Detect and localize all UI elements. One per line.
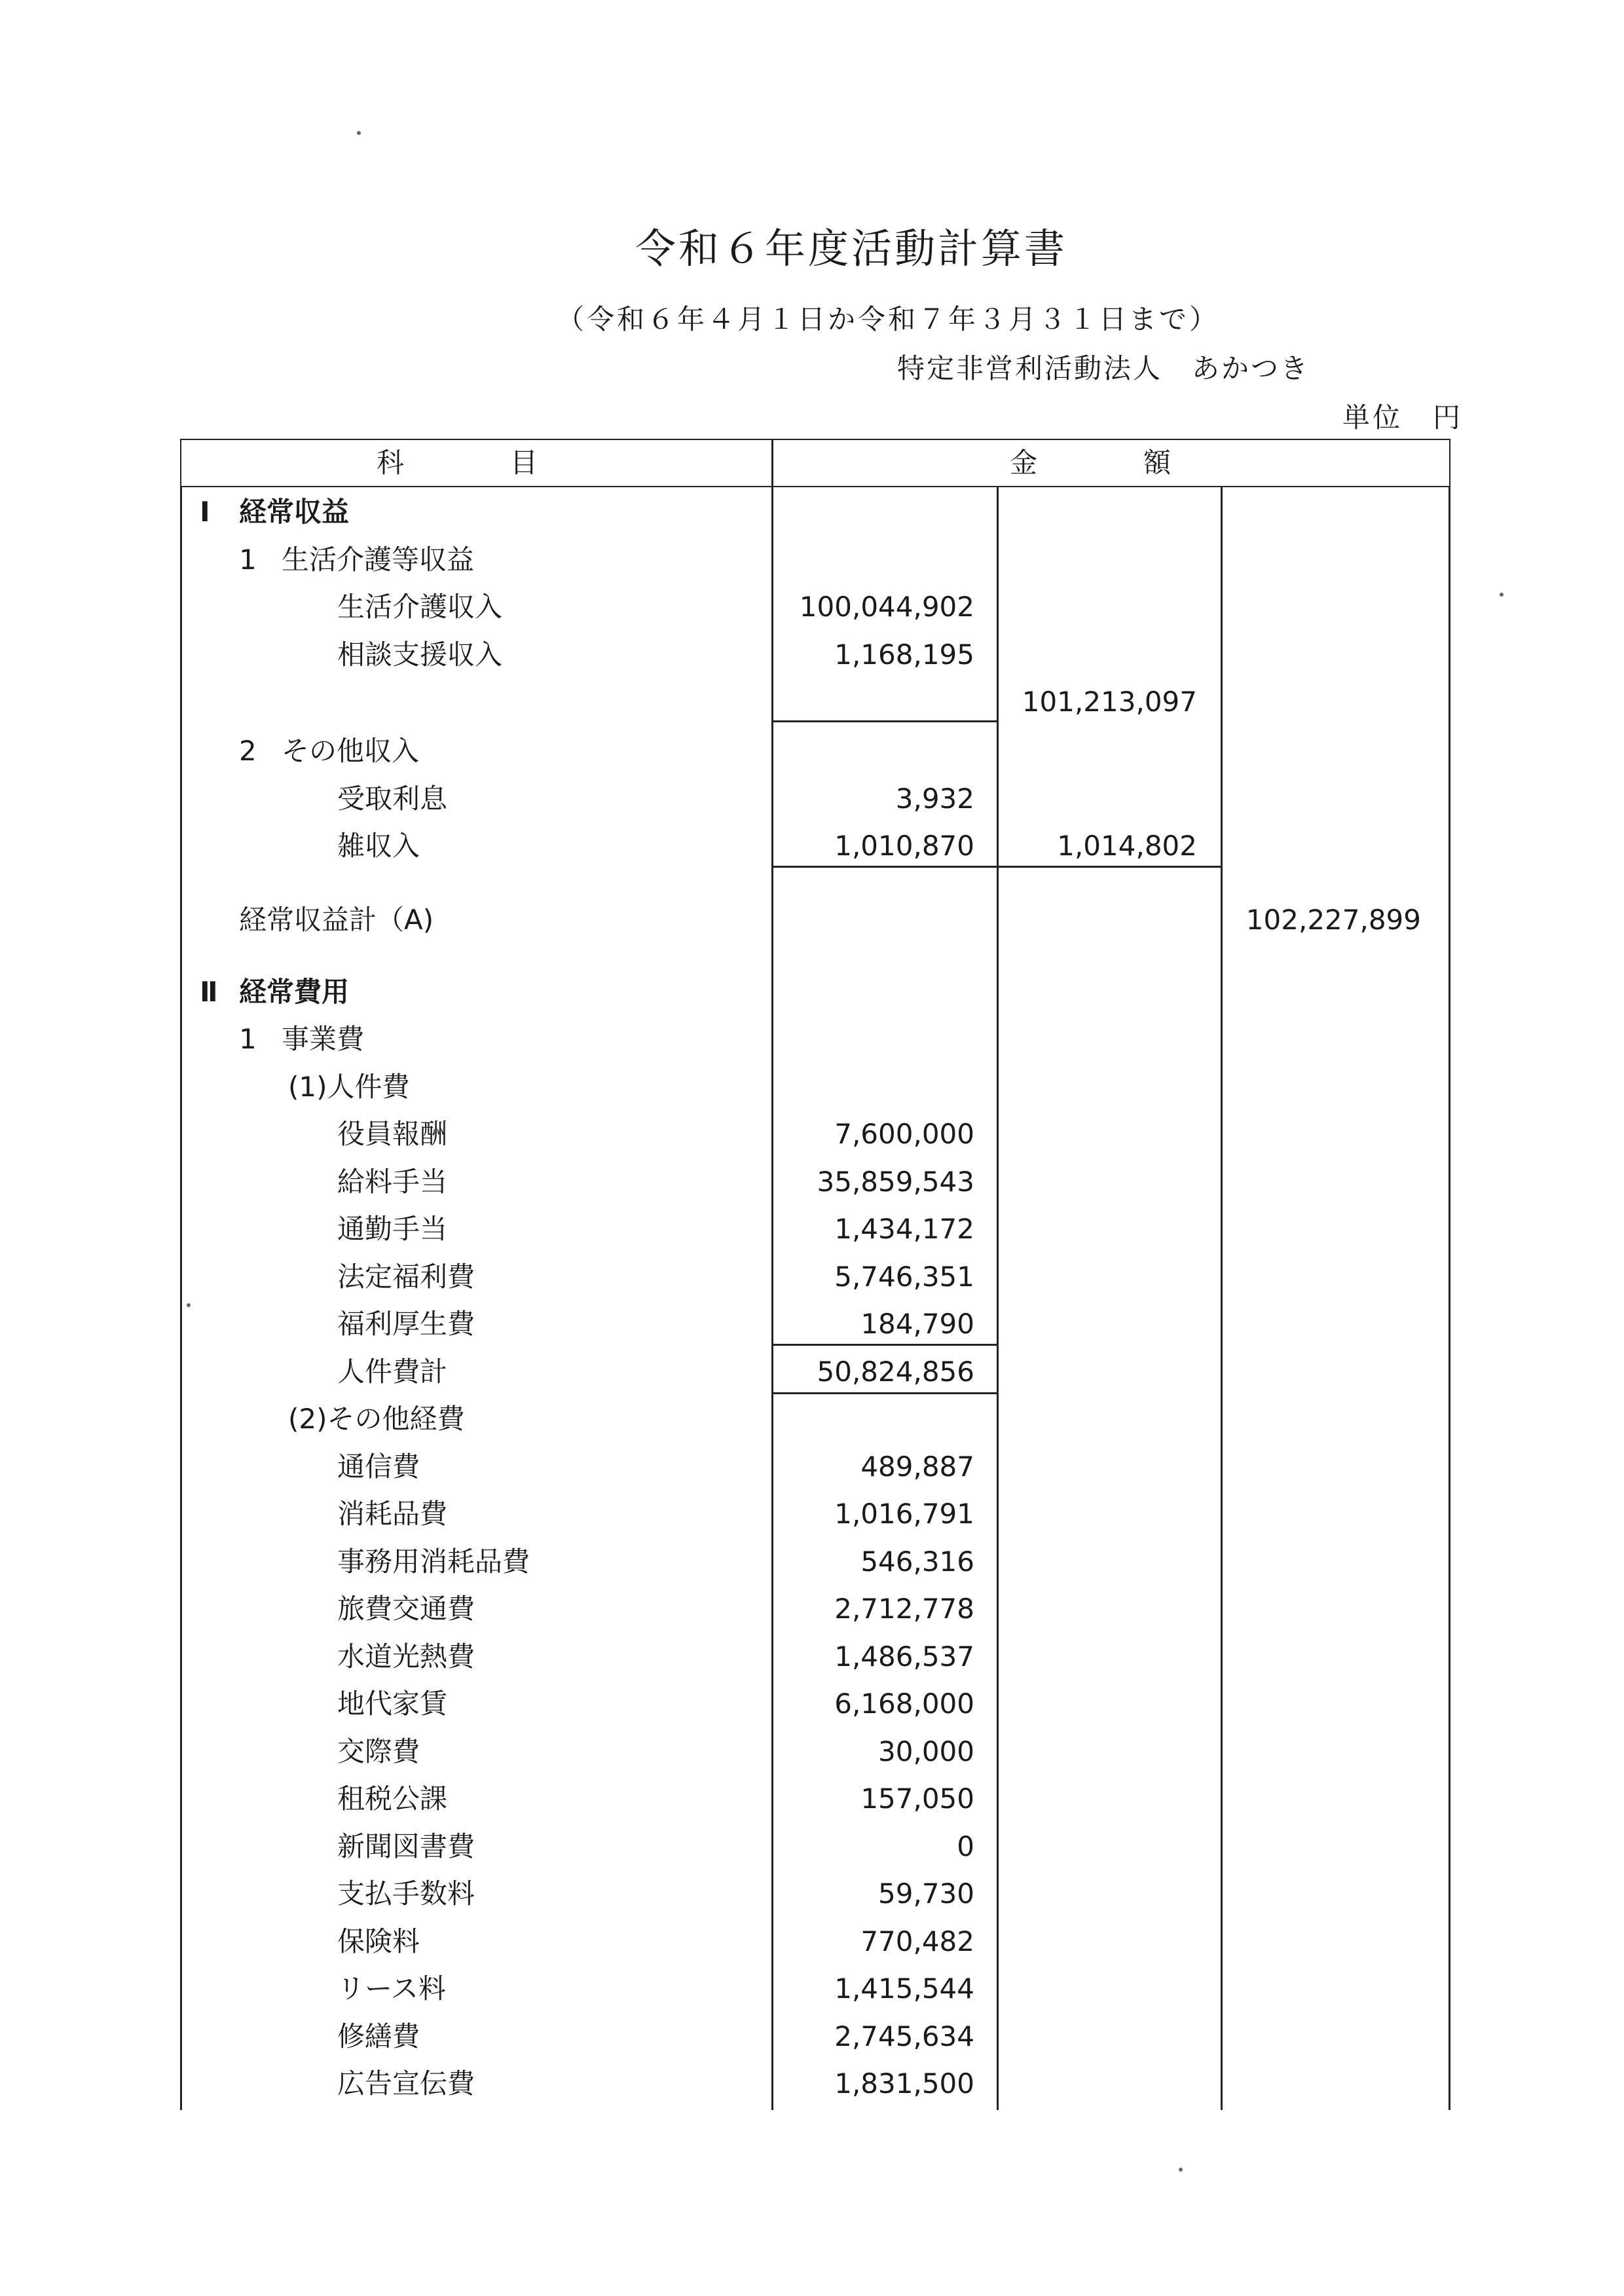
row-label: 1 xyxy=(239,544,257,576)
amount-c1: 2,712,778 xyxy=(834,1593,974,1625)
table-row xyxy=(0,727,1624,775)
amount-c1: 1,168,195 xyxy=(834,639,974,671)
table-row xyxy=(0,1538,1624,1585)
table-row xyxy=(0,1063,1624,1111)
row-label: 2 xyxy=(239,735,257,767)
row-label: Ⅰ xyxy=(200,496,210,528)
table-row xyxy=(0,1443,1624,1491)
scan-speck xyxy=(1179,2168,1183,2172)
row-label: 交際費 xyxy=(337,1735,420,1768)
amount-c1: 1,831,500 xyxy=(834,2067,974,2100)
scan-speck xyxy=(1500,593,1504,597)
amount-c1: 184,790 xyxy=(860,1308,974,1340)
amount-c1: 157,050 xyxy=(860,1783,974,1815)
row-label: リース料 xyxy=(337,1972,446,2005)
fiscal-period: （令和６年４月１日か令和７年３月３１日まで） xyxy=(557,303,1220,335)
table-row xyxy=(0,1158,1624,1206)
row-label: (2)その他経費 xyxy=(288,1403,465,1435)
table-row xyxy=(0,536,1624,583)
row-label: 生活介護収入 xyxy=(337,591,503,623)
amount-c3: 102,227,899 xyxy=(1246,904,1421,936)
table-row xyxy=(0,2060,1624,2107)
header-subject: 科 目 xyxy=(376,447,577,479)
row-label-text: 事業費 xyxy=(282,1023,365,1055)
row-label: 事務用消耗品費 xyxy=(337,1546,530,1578)
amount-c1: 50,824,856 xyxy=(817,1356,974,1388)
row-label-text: 生活介護等収益 xyxy=(282,544,475,576)
amount-c1: 0 xyxy=(957,1830,974,1862)
row-label: 地代家賃 xyxy=(337,1688,448,1720)
organization-name: 特定非営利活動法人 あかつき xyxy=(897,352,1310,384)
row-label: 水道光熱費 xyxy=(337,1640,475,1673)
table-row xyxy=(0,488,1624,536)
row-label: 支払手数料 xyxy=(337,1878,475,1910)
table-row xyxy=(0,968,1624,1016)
row-label: 旅費交通費 xyxy=(337,1593,475,1625)
row-label: 保険料 xyxy=(337,1925,420,1957)
row-label-text: 経常収益 xyxy=(239,496,350,528)
row-label: 広告宣伝費 xyxy=(337,2067,475,2100)
amount-c2: 101,213,097 xyxy=(1022,686,1197,718)
row-label: (1)人件費 xyxy=(288,1071,410,1103)
row-label: 受取利息 xyxy=(337,783,448,815)
table-row xyxy=(0,1395,1624,1443)
table-row xyxy=(0,1633,1624,1680)
amount-c1: 1,486,537 xyxy=(834,1640,974,1673)
amount-c1: 546,316 xyxy=(860,1546,974,1578)
amount-c1: 5,746,351 xyxy=(834,1261,974,1293)
row-label: 雑収入 xyxy=(337,830,420,862)
row-label: 給料手当 xyxy=(337,1166,448,1198)
amount-c1: 100,044,902 xyxy=(799,591,974,623)
table-row xyxy=(0,1775,1624,1823)
table-row xyxy=(0,2012,1624,2060)
row-label: 消耗品費 xyxy=(337,1498,448,1530)
table-row xyxy=(0,1348,1624,1396)
row-label: 福利厚生費 xyxy=(337,1308,475,1340)
header-amount: 金 額 xyxy=(1009,447,1210,479)
amount-c1: 1,010,870 xyxy=(834,830,974,862)
table-row xyxy=(0,1728,1624,1775)
amount-c1: 1,434,172 xyxy=(834,1213,974,1245)
table-row xyxy=(0,1917,1624,1965)
amount-c1: 7,600,000 xyxy=(834,1118,974,1150)
amount-c1: 59,730 xyxy=(878,1878,974,1910)
table-row xyxy=(0,775,1624,823)
table-row xyxy=(0,1300,1624,1348)
row-label: 1 xyxy=(239,1023,257,1055)
amount-c1: 6,168,000 xyxy=(834,1688,974,1720)
amount-c1: 1,016,791 xyxy=(834,1498,974,1530)
amount-c1: 30,000 xyxy=(878,1735,974,1768)
amount-c1: 770,482 xyxy=(860,1925,974,1957)
row-label: 相談支援収入 xyxy=(337,639,503,671)
table-row xyxy=(0,1490,1624,1538)
table-row xyxy=(0,583,1624,631)
table-row xyxy=(0,1680,1624,1728)
amount-c1: 1,415,544 xyxy=(834,1972,974,2005)
table-row xyxy=(0,1965,1624,2012)
amount-c1: 35,859,543 xyxy=(817,1166,974,1198)
table-row xyxy=(0,822,1624,870)
row-label: 通勤手当 xyxy=(337,1213,448,1245)
amount-c1: 2,745,634 xyxy=(834,2020,974,2052)
table-row xyxy=(0,1823,1624,1870)
table-row xyxy=(0,631,1624,678)
table-row xyxy=(0,1015,1624,1063)
scan-speck xyxy=(357,131,361,135)
row-label: 租税公課 xyxy=(337,1783,448,1815)
table-row xyxy=(0,1585,1624,1633)
row-label: 経常収益計（A) xyxy=(239,904,434,936)
table-row xyxy=(0,1205,1624,1253)
row-label: 人件費計 xyxy=(337,1356,448,1388)
table-row xyxy=(0,896,1624,944)
currency-unit: 単位 円 xyxy=(1342,401,1464,434)
table-row xyxy=(0,1253,1624,1301)
row-label-text: 経常費用 xyxy=(239,976,350,1008)
amount-c1: 3,932 xyxy=(895,783,974,815)
row-label: Ⅱ xyxy=(200,976,218,1008)
table-row xyxy=(0,1110,1624,1158)
table-row xyxy=(0,678,1624,726)
table-row xyxy=(0,1870,1624,1917)
row-label: 新聞図書費 xyxy=(337,1830,475,1862)
row-label: 法定福利費 xyxy=(337,1261,475,1293)
row-label: 修繕費 xyxy=(337,2020,420,2052)
amount-c1: 489,887 xyxy=(860,1451,974,1483)
row-label: 通信費 xyxy=(337,1451,420,1483)
amount-c2: 1,014,802 xyxy=(1057,830,1197,862)
row-label-text: その他収入 xyxy=(282,735,420,767)
header-divider xyxy=(771,439,773,487)
document-title: 令和６年度活動計算書 xyxy=(635,225,1067,272)
row-label: 役員報酬 xyxy=(337,1118,448,1150)
scan-speck xyxy=(187,1303,191,1307)
